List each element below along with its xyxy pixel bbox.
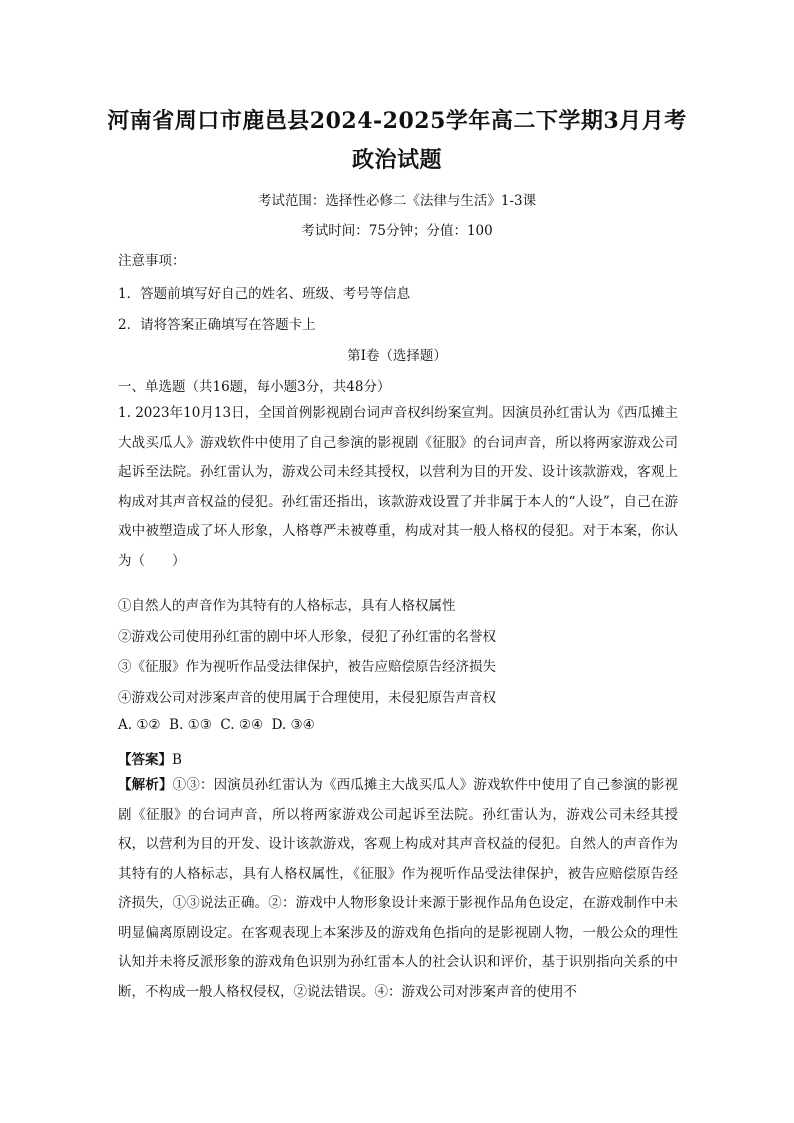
analysis-text: ①③：因演员孙红雷认为《西瓜摊主大战买瓜人》游戏软件中使用了自己参演的影视剧《征服》的台词声音，所以将两家游戏公司起诉至法院。孙红雷认为，游戏公司未经其授权，以营利为目的开发、设计该款游戏，客观上构成对其声音权益的侵犯。自然人的声音作为其特有的人格标志，具有人格权属性，《征服》作为视听作品受法律保护，被告应赔偿原告经济损失，①③说法正确。②：游戏中人物形象设计来源于影视作品角色设定，在游戏制作中未明显偏离原剧设定。在客观表现上本案涉及的游戏角色指向的是影视剧人物，一般公众的理性认知并未将反派形象的游戏角色识别为孙红雷本人的社会认识和评价，基于识别指向关系的中断，不构成一般人格权侵权，②说法错误。④：游戏公司对涉案声音的使用不: [118, 777, 679, 1000]
notes-item-1: 1．答题前填写好自己的姓名、班级、考号等信息: [118, 286, 411, 302]
section-title: 一、单选题（共16题，每小题3分，共48分）: [118, 379, 391, 395]
notes-item-2: 2．请将答案正确填写在答题卡上: [118, 317, 316, 333]
option-3: ③《征服》作为视听作品受法律保护，被告应赔偿原告经济损失: [118, 659, 496, 675]
exam-time: 考试时间：75分钟；分值：100: [301, 223, 493, 239]
exam-scope: 考试范围：选择性必修二《法律与生活》1-3课: [257, 193, 537, 209]
analysis-tag: 【解析】: [118, 777, 173, 793]
volume-title: 第I卷（选择题）: [347, 348, 447, 364]
notes-heading: 注意事项：: [118, 253, 186, 269]
option-1: ①自然人的声音作为其特有的人格标志，具有人格权属性: [118, 598, 456, 614]
analysis-paragraph: [118, 771, 678, 1007]
exam-title-line1: 河南省周口市鹿邑县2024-2025学年高二下学期3月月考: [107, 108, 687, 134]
answer-value: B: [172, 752, 182, 768]
exam-title-line2: 政治试题: [351, 147, 442, 173]
question-stem: 1. 2023年10月13日，全国首例影视剧台词声音权纠纷案宣判。因演员孙红雷认为《西瓜摊主大战买瓜人》游戏软件中使用了自己参演的影视剧《征服》的台词声音，所以将两家游戏公司起诉至法院。孙红雷认为，游戏公司未经其授权，以营利为目的开发、设计该款游戏，客观上构成对其声音权益的侵犯。孙红雷还指出，该款游戏设置了并非属于本人的“人设”，自己在游戏中被塑造成了坏人形象，人格尊严未被尊重，构成对其一般人格权的侵犯。对于本案，你认为（ ）: [118, 405, 678, 569]
answer-choices: A. ①② B. ①③ C. ②④ D. ③④: [118, 717, 315, 733]
answer-tag: 【答案】: [118, 752, 172, 768]
answer-line: [118, 748, 182, 768]
option-2: ②游戏公司使用孙红雷的剧中坏人形象，侵犯了孙红雷的名誉权: [118, 629, 496, 645]
option-4: ④游戏公司对涉案声音的使用属于合理使用，未侵犯原告声音权: [118, 690, 496, 706]
